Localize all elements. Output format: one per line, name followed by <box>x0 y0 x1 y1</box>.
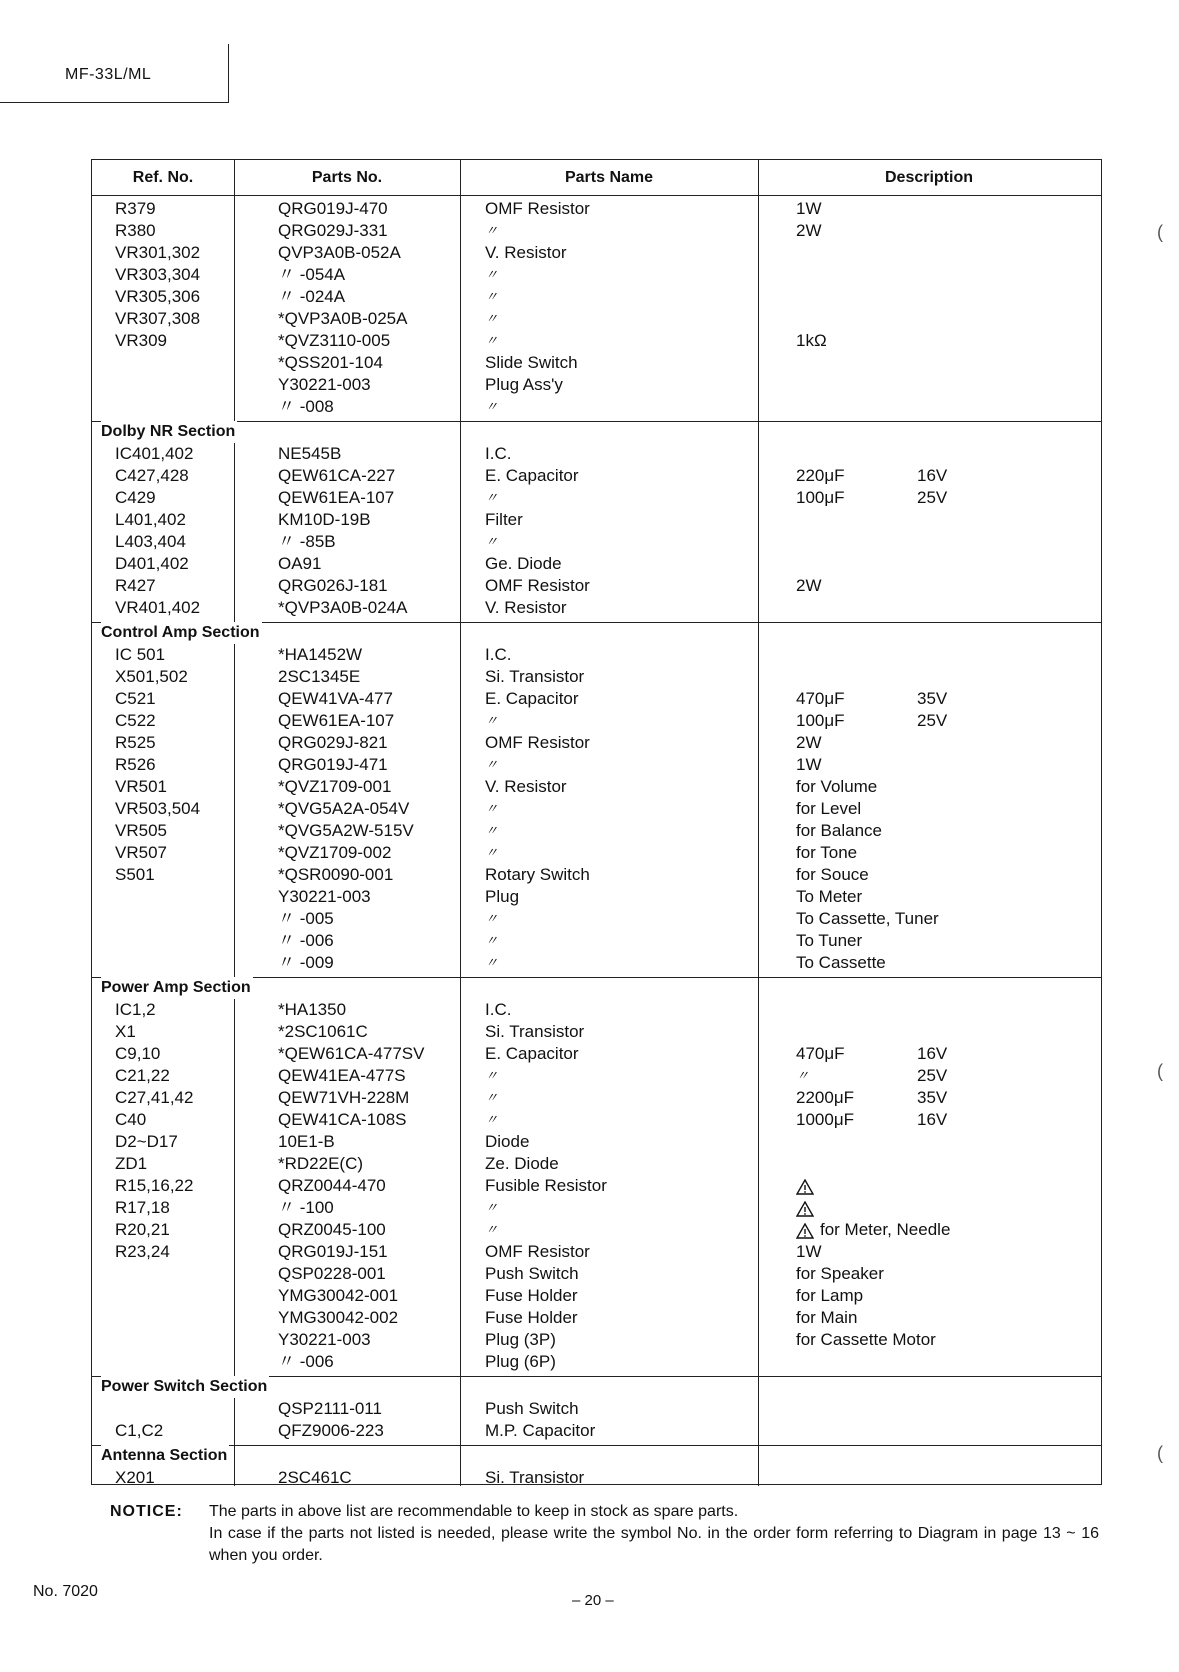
parts-name-cell: E. Capacitor <box>485 689 579 708</box>
parts-no-cell: Y30221-003 <box>278 887 371 906</box>
parts-name-cell: 〃 <box>485 713 499 728</box>
ref-cell: IC1,2 <box>115 1000 156 1019</box>
table-row <box>92 308 1101 330</box>
parts-name-cell: Fuse Holder <box>485 1308 578 1327</box>
parts-name-cell: V. Resistor <box>485 777 567 796</box>
scan-edge-mark: ( <box>1157 1061 1163 1081</box>
parts-no-cell: QRG026J-181 <box>278 576 388 595</box>
table-row <box>92 242 1101 264</box>
parts-no-cell: Y30221-003 <box>278 375 371 394</box>
parts-name-cell: I.C. <box>485 645 512 664</box>
table-row <box>92 842 1101 864</box>
table-row <box>92 1219 1101 1241</box>
parts-no-cell: 〃 -006 <box>278 1352 334 1371</box>
column-header-ref-no: Ref. No. <box>132 169 194 186</box>
table-row <box>92 908 1101 930</box>
parts-no-cell: 〃 -054A <box>278 265 346 284</box>
table-row <box>92 1043 1101 1065</box>
rating-cell: 35V <box>917 1088 948 1107</box>
parts-name-cell: OMF Resistor <box>485 199 590 218</box>
ref-cell: VR303,304 <box>115 265 201 284</box>
table-row <box>92 597 1101 619</box>
parts-name-cell: 〃 <box>485 757 499 772</box>
ref-cell: VR507 <box>115 843 167 862</box>
ref-cell: C1,C2 <box>115 1421 164 1440</box>
safety-warning-icon <box>796 1179 814 1195</box>
table-row <box>92 1153 1101 1175</box>
rating-cell: 25V <box>917 711 948 730</box>
description-cell <box>796 1197 820 1219</box>
ref-cell: C27,41,42 <box>115 1088 194 1107</box>
parts-name-cell: E. Capacitor <box>485 466 579 485</box>
description-cell: 2200μF <box>796 1088 854 1107</box>
ref-cell: R380 <box>115 221 156 240</box>
table-row <box>92 286 1101 308</box>
parts-name-cell: 〃 <box>485 1222 499 1237</box>
parts-name-cell: Slide Switch <box>485 353 578 372</box>
ref-cell: R23,24 <box>115 1242 170 1261</box>
table-row <box>92 952 1101 974</box>
table-row <box>92 666 1101 688</box>
description-cell: 1W <box>796 1242 822 1261</box>
table-row <box>92 1285 1101 1307</box>
parts-name-cell: OMF Resistor <box>485 733 590 752</box>
ref-cell: C522 <box>115 711 156 730</box>
parts-name-cell: 〃 <box>485 223 499 238</box>
description-cell: 2W <box>796 733 822 752</box>
section-title: Power Switch Section <box>101 1376 269 1398</box>
ref-cell: VR307,308 <box>115 309 201 328</box>
parts-no-cell: QEW41EA-477S <box>278 1066 406 1085</box>
description-cell: 2W <box>796 576 822 595</box>
ref-cell: VR401,402 <box>115 598 201 617</box>
parts-name-cell: 〃 <box>485 289 499 304</box>
parts-no-cell: QVP3A0B-052A <box>278 243 401 262</box>
ref-cell: R525 <box>115 733 156 752</box>
ref-cell: C429 <box>115 488 156 507</box>
parts-no-cell: KM10D-19B <box>278 510 371 529</box>
scan-edge-mark: ( <box>1157 222 1163 242</box>
rating-cell: 25V <box>917 488 948 507</box>
parts-name-cell: 〃 <box>485 1090 499 1105</box>
parts-name-cell: I.C. <box>485 1000 512 1019</box>
parts-no-cell: 〃 -006 <box>278 931 334 950</box>
ref-cell: C9,10 <box>115 1044 161 1063</box>
parts-no-cell: *QVP3A0B-024A <box>278 598 408 617</box>
ref-cell: C427,428 <box>115 466 189 485</box>
parts-no-cell: 〃 -008 <box>278 397 334 416</box>
ref-cell: IC401,402 <box>115 444 194 463</box>
ref-cell: R17,18 <box>115 1198 170 1217</box>
table-row <box>92 1197 1101 1219</box>
table-row <box>92 1175 1101 1197</box>
parts-name-cell: Si. Transistor <box>485 667 585 686</box>
notice-line-1: The parts in above list are recommendable to keep in stock as spare parts. <box>209 1503 739 1520</box>
description-cell: for Souce <box>796 865 869 884</box>
parts-no-cell: *QSS201-104 <box>278 353 383 372</box>
document-number: No. 7020 <box>33 1583 98 1600</box>
parts-name-cell: 〃 <box>485 933 499 948</box>
table-row <box>92 1021 1101 1043</box>
description-cell: 1000μF <box>796 1110 854 1129</box>
rating-cell: 16V <box>917 466 948 485</box>
rating-cell: 25V <box>917 1066 948 1085</box>
parts-no-cell: Y30221-003 <box>278 1330 371 1349</box>
table-row <box>92 754 1101 776</box>
description-cell: for Level <box>796 799 862 818</box>
table-row <box>92 1131 1101 1153</box>
table-row <box>92 352 1101 374</box>
parts-no-cell: QRG019J-471 <box>278 755 388 774</box>
parts-no-cell: QRZ0045-100 <box>278 1220 386 1239</box>
parts-no-cell: *RD22E(C) <box>278 1154 364 1173</box>
parts-name-cell: Plug (3P) <box>485 1330 556 1349</box>
ref-cell: R427 <box>115 576 156 595</box>
parts-no-cell: OA91 <box>278 554 322 573</box>
parts-no-cell: YMG30042-001 <box>278 1286 399 1305</box>
parts-no-cell: 2SC461C <box>278 1468 352 1487</box>
table-row <box>92 1351 1101 1373</box>
parts-no-cell: *2SC1061C <box>278 1022 368 1041</box>
ref-cell: VR503,504 <box>115 799 201 818</box>
rating-cell: 16V <box>917 1044 948 1063</box>
column-header-parts-name: Parts Name <box>564 169 654 186</box>
table-row <box>92 644 1101 666</box>
parts-name-cell: Ze. Diode <box>485 1154 559 1173</box>
scan-edge-mark: ( <box>1157 1443 1163 1463</box>
parts-name-cell: Ge. Diode <box>485 554 562 573</box>
parts-name-cell: Si. Transistor <box>485 1022 585 1041</box>
parts-name-cell: Diode <box>485 1132 530 1151</box>
parts-no-cell: 2SC1345E <box>278 667 361 686</box>
parts-no-cell: *QVZ1709-002 <box>278 843 392 862</box>
description-cell: To Meter <box>796 887 863 906</box>
ref-cell: IC 501 <box>115 645 166 664</box>
table-row <box>92 1329 1101 1351</box>
parts-no-cell: *QVZ1709-001 <box>278 777 392 796</box>
header-divider <box>92 195 1101 196</box>
table-row <box>92 1109 1101 1131</box>
table-row <box>92 688 1101 710</box>
description-text: for Meter, Needle <box>820 1220 951 1239</box>
parts-no-cell: QSP0228-001 <box>278 1264 386 1283</box>
parts-no-cell: QEW61EA-107 <box>278 488 395 507</box>
description-cell: for Balance <box>796 821 882 840</box>
table-row <box>92 1307 1101 1329</box>
parts-no-cell: *HA1452W <box>278 645 363 664</box>
table-row <box>92 1467 1101 1489</box>
description-cell: 〃 <box>796 1068 810 1083</box>
parts-no-cell: QRZ0044-470 <box>278 1176 386 1195</box>
table-row <box>92 886 1101 908</box>
description-cell: 100μF <box>796 488 845 507</box>
section-title: Power Amp Section <box>101 977 253 999</box>
parts-name-cell: OMF Resistor <box>485 1242 590 1261</box>
description-cell <box>796 1219 950 1241</box>
table-row <box>92 820 1101 842</box>
parts-name-cell: 〃 <box>485 801 499 816</box>
ref-cell: VR309 <box>115 331 167 350</box>
parts-no-cell: 〃 -005 <box>278 909 334 928</box>
column-header-description: Description <box>884 169 973 186</box>
table-row <box>92 1420 1101 1442</box>
parts-name-cell: 〃 <box>485 534 499 549</box>
column-header-parts-no: Parts No. <box>311 169 383 186</box>
ref-cell: C40 <box>115 1110 147 1129</box>
table-row <box>92 1065 1101 1087</box>
safety-warning-icon <box>796 1201 814 1217</box>
parts-name-cell: V. Resistor <box>485 598 567 617</box>
parts-no-cell: *HA1350 <box>278 1000 347 1019</box>
parts-name-cell: 〃 <box>485 911 499 926</box>
table-row <box>92 575 1101 597</box>
parts-name-cell: 〃 <box>485 1112 499 1127</box>
section-title: Dolby NR Section <box>101 421 237 443</box>
ref-cell: R20,21 <box>115 1220 170 1239</box>
parts-no-cell: QRG029J-821 <box>278 733 388 752</box>
parts-no-cell: QRG019J-470 <box>278 199 388 218</box>
table-row <box>92 374 1101 396</box>
section-divider <box>92 421 1101 422</box>
rating-cell: 16V <box>917 1110 948 1129</box>
parts-name-cell: 〃 <box>485 267 499 282</box>
table-row <box>92 553 1101 575</box>
table-row <box>92 1263 1101 1285</box>
parts-no-cell: 10E1-B <box>278 1132 335 1151</box>
description-cell: for Main <box>796 1308 858 1327</box>
parts-no-cell: QEW61CA-227 <box>278 466 396 485</box>
section-title: Antenna Section <box>101 1445 229 1467</box>
notice-line-2: In case if the parts not listed is needed, please write the symbol No. in the order form referring to Diagram in page 13 ~ 16 when you order. <box>209 1525 1099 1564</box>
description-cell: 1kΩ <box>796 331 827 350</box>
parts-name-cell: OMF Resistor <box>485 576 590 595</box>
table-row <box>92 864 1101 886</box>
parts-name-cell: 〃 <box>485 955 499 970</box>
parts-name-cell: 〃 <box>485 490 499 505</box>
description-cell: for Lamp <box>796 1286 864 1305</box>
parts-name-cell: I.C. <box>485 444 512 463</box>
ref-cell: D401,402 <box>115 554 189 573</box>
ref-cell: S501 <box>115 865 155 884</box>
parts-name-cell: Fuse Holder <box>485 1286 578 1305</box>
description-cell: for Speaker <box>796 1264 884 1283</box>
ref-cell: VR305,306 <box>115 287 201 306</box>
ref-cell: ZD1 <box>115 1154 148 1173</box>
description-cell: To Tuner <box>796 931 863 950</box>
ref-cell: VR301,302 <box>115 243 201 262</box>
notice-label: NOTICE: <box>110 1503 183 1520</box>
description-cell: 2W <box>796 221 822 240</box>
parts-name-cell: 〃 <box>485 399 499 414</box>
parts-name-cell: Plug <box>485 887 520 906</box>
table-row <box>92 396 1101 418</box>
table-row <box>92 443 1101 465</box>
parts-no-cell: *QVZ3110-005 <box>278 331 391 350</box>
table-row <box>92 330 1101 352</box>
ref-cell: X1 <box>115 1022 136 1041</box>
ref-cell: L401,402 <box>115 510 186 529</box>
parts-no-cell: QRG029J-331 <box>278 221 388 240</box>
ref-cell: R15,16,22 <box>115 1176 194 1195</box>
description-cell: for Cassette Motor <box>796 1330 936 1349</box>
parts-no-cell: YMG30042-002 <box>278 1308 399 1327</box>
description-cell: for Volume <box>796 777 878 796</box>
table-row <box>92 930 1101 952</box>
description-cell: To Cassette <box>796 953 886 972</box>
ref-cell: VR505 <box>115 821 167 840</box>
ref-cell: R526 <box>115 755 156 774</box>
parts-no-cell: 〃 -009 <box>278 953 334 972</box>
table-row <box>92 198 1101 220</box>
description-cell: 220μF <box>796 466 845 485</box>
parts-no-cell: *QVG5A2W-515V <box>278 821 414 840</box>
description-cell: 470μF <box>796 1044 845 1063</box>
parts-no-cell: QEW41CA-108S <box>278 1110 407 1129</box>
parts-no-cell: 〃 -024A <box>278 287 346 306</box>
table-row <box>92 487 1101 509</box>
parts-no-cell: *QSR0090-001 <box>278 865 394 884</box>
parts-name-cell: E. Capacitor <box>485 1044 579 1063</box>
section-title: Control Amp Section <box>101 622 262 644</box>
parts-name-cell: V. Resistor <box>485 243 567 262</box>
ref-cell: R379 <box>115 199 156 218</box>
ref-cell: C521 <box>115 689 156 708</box>
table-row <box>92 1087 1101 1109</box>
parts-no-cell: 〃 -100 <box>278 1198 334 1217</box>
ref-cell: X201 <box>115 1468 155 1487</box>
parts-no-cell: 〃 -85B <box>278 532 336 551</box>
parts-name-cell: Rotary Switch <box>485 865 590 884</box>
parts-name-cell: Filter <box>485 510 523 529</box>
safety-warning-icon <box>796 1223 814 1239</box>
table-row <box>92 1398 1101 1420</box>
ref-cell: VR501 <box>115 777 167 796</box>
parts-name-cell: 〃 <box>485 823 499 838</box>
parts-name-cell: 〃 <box>485 333 499 348</box>
parts-no-cell: *QEW61CA-477SV <box>278 1044 425 1063</box>
table-row <box>92 999 1101 1021</box>
description-cell: for Tone <box>796 843 858 862</box>
description-cell: 1W <box>796 199 822 218</box>
ref-cell: L403,404 <box>115 532 186 551</box>
parts-no-cell: QEW61EA-107 <box>278 711 395 730</box>
table-row <box>92 264 1101 286</box>
parts-name-cell: 〃 <box>485 845 499 860</box>
parts-no-cell: QEW41VA-477 <box>278 689 393 708</box>
table-row <box>92 732 1101 754</box>
parts-name-cell: Plug (6P) <box>485 1352 556 1371</box>
ref-cell: D2~D17 <box>115 1132 178 1151</box>
table-row <box>92 509 1101 531</box>
model-number: MF-33L/ML <box>65 66 152 83</box>
section-divider <box>92 1445 1101 1446</box>
parts-name-cell: Plug Ass'y <box>485 375 563 394</box>
description-cell: 1W <box>796 755 822 774</box>
parts-no-cell: QSP2111-011 <box>278 1399 382 1418</box>
parts-no-cell: *QVG5A2A-054V <box>278 799 410 818</box>
table-row <box>92 798 1101 820</box>
table-row <box>92 710 1101 732</box>
parts-no-cell: QEW71VH-228M <box>278 1088 410 1107</box>
description-cell: 100μF <box>796 711 845 730</box>
parts-name-cell: Push Switch <box>485 1264 579 1283</box>
parts-no-cell: QFZ9006-223 <box>278 1421 384 1440</box>
parts-name-cell: 〃 <box>485 311 499 326</box>
description-cell: To Cassette, Tuner <box>796 909 939 928</box>
parts-name-cell: Si. Transistor <box>485 1468 585 1487</box>
parts-list-table <box>91 159 1102 1485</box>
table-row <box>92 465 1101 487</box>
page-number: – 20 – <box>572 1592 614 1609</box>
table-row <box>92 776 1101 798</box>
parts-no-cell: *QVP3A0B-025A <box>278 309 408 328</box>
table-row <box>92 1241 1101 1263</box>
parts-no-cell: QRG019J-151 <box>278 1242 388 1261</box>
parts-name-cell: M.P. Capacitor <box>485 1421 596 1440</box>
description-cell <box>796 1175 820 1197</box>
ref-cell: C21,22 <box>115 1066 170 1085</box>
table-row <box>92 220 1101 242</box>
table-row <box>92 531 1101 553</box>
parts-name-cell: Fusible Resistor <box>485 1176 607 1195</box>
parts-no-cell: NE545B <box>278 444 342 463</box>
ref-cell: X501,502 <box>115 667 188 686</box>
parts-name-cell: 〃 <box>485 1068 499 1083</box>
parts-name-cell: Push Switch <box>485 1399 579 1418</box>
parts-name-cell: 〃 <box>485 1200 499 1215</box>
rating-cell: 35V <box>917 689 948 708</box>
description-cell: 470μF <box>796 689 845 708</box>
